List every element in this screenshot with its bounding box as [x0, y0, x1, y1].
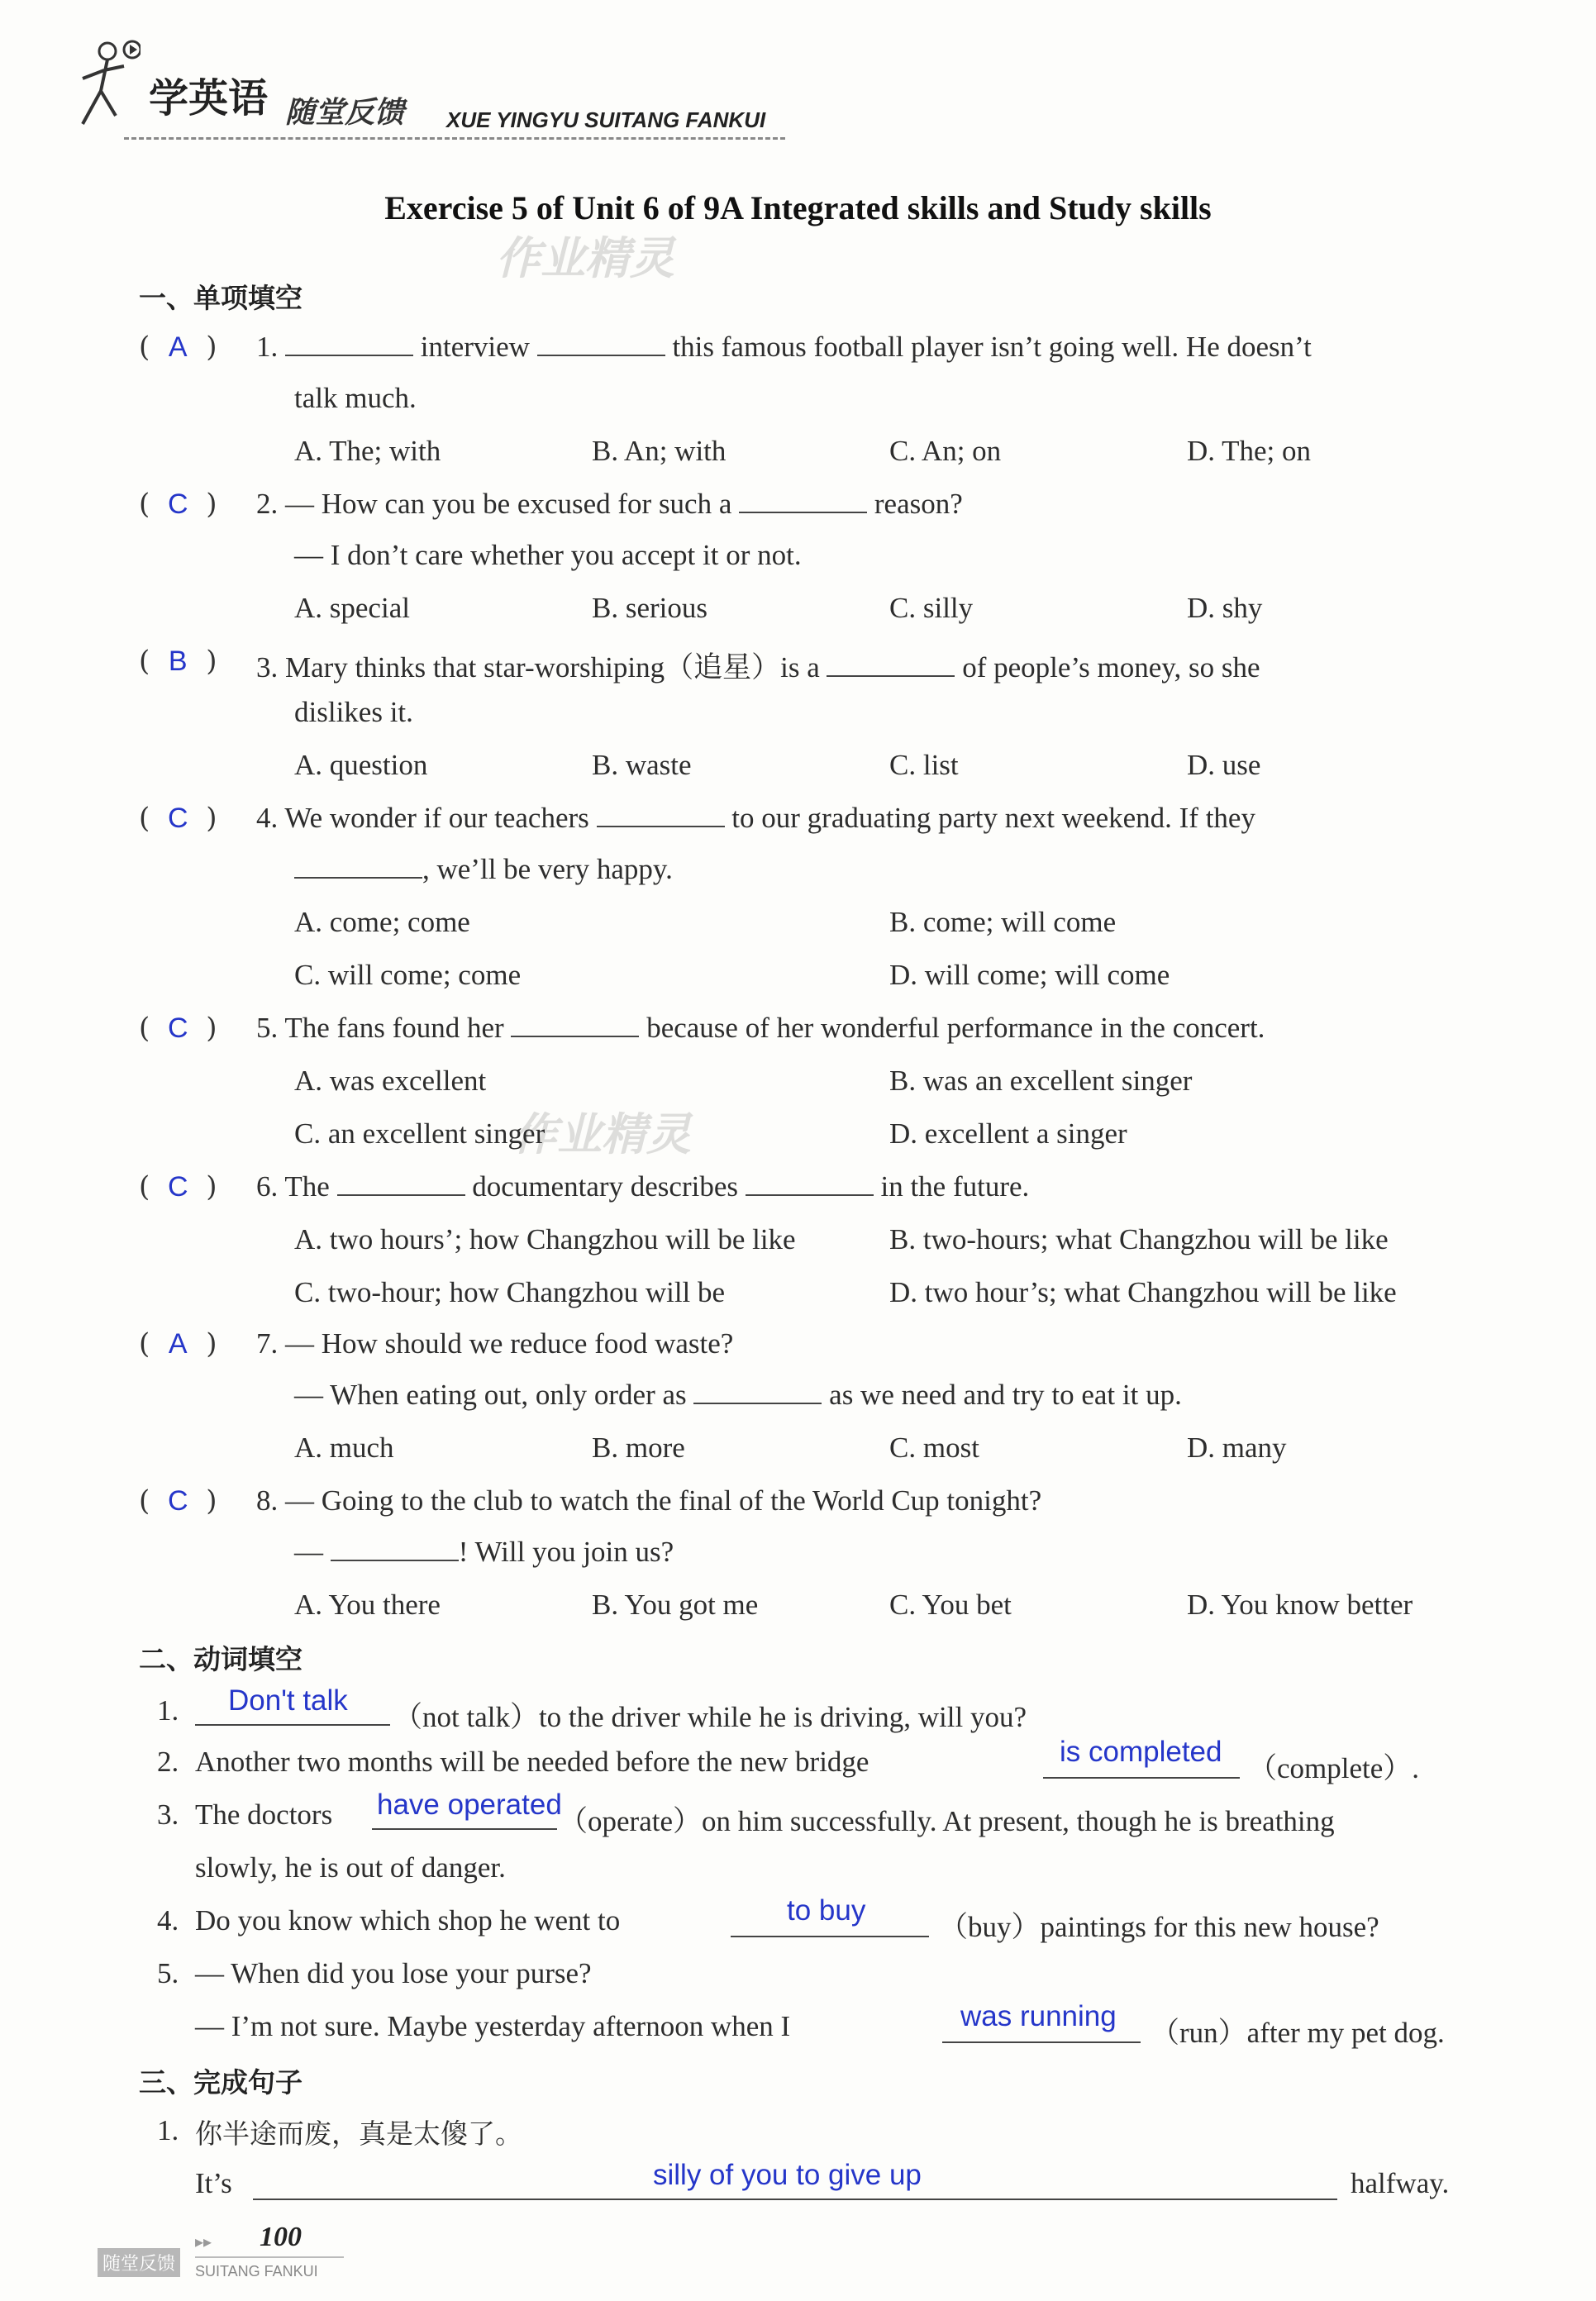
- item-text-cont: slowly, he is out of danger.: [195, 1851, 506, 1884]
- question-3: 3. Mary thinks that star-worshiping（追星）is a of people’s money, so she: [256, 651, 1260, 684]
- question-7-cont: — When eating out, only order as as we need and try to eat it up.: [294, 1379, 1182, 1411]
- answer-line: [195, 1724, 390, 1726]
- option-a: A. question: [294, 749, 428, 781]
- option-c: C. an excellent singer: [294, 1117, 545, 1150]
- option-c: C. An; on: [889, 435, 1002, 467]
- option-b: B. two-hours; what Changzhou will be like: [889, 1223, 1389, 1255]
- option-d: D. shy: [1187, 592, 1263, 624]
- brand-pinyin: XUE YINGYU SUITANG FANKUI: [446, 107, 766, 132]
- question-4: 4. We wonder if our teachers to our graduating party next weekend. If they: [256, 802, 1255, 834]
- handwritten-answer: was running: [960, 2000, 1117, 2032]
- answer-paren: ( C ): [139, 488, 217, 521]
- question-7: 7. — How should we reduce food waste?: [256, 1327, 734, 1360]
- answer-line: [253, 2199, 1337, 2200]
- page-number: 100: [260, 2222, 302, 2252]
- option-b: B. You got me: [592, 1589, 759, 1621]
- option-b: B. was an excellent singer: [889, 1065, 1193, 1097]
- question-2: 2. — How can you be excused for such a reason?: [256, 488, 963, 520]
- answer-line: [731, 1936, 929, 1937]
- option-d: D. many: [1187, 1432, 1287, 1464]
- option-d: D. use: [1187, 749, 1261, 781]
- answer-paren: ( A ): [139, 331, 217, 364]
- option-d: D. excellent a singer: [889, 1117, 1127, 1150]
- choice-answer: A: [168, 331, 188, 363]
- brand-title: 学英语: [149, 75, 269, 121]
- item-text: （run）after my pet dog.: [1151, 2017, 1445, 2049]
- item-text: — When did you lose your purse?: [195, 1957, 592, 1989]
- option-a: A. two hours’; how Changzhou will be like: [294, 1223, 796, 1255]
- option-a: A. The; with: [294, 435, 441, 467]
- option-d: D. two hour’s; what Changzhou will be like: [889, 1276, 1397, 1308]
- question-5: 5. The fans found her because of her wonderful performance in the concert.: [256, 1012, 1265, 1044]
- footer-label-pinyin: SUITANG FANKUI: [195, 2263, 318, 2280]
- watermark: 作业精灵: [512, 1108, 691, 1160]
- item-number: 1.: [157, 2114, 179, 2146]
- question-8-cont: — ! Will you join us?: [294, 1536, 674, 1568]
- section-heading-multiple-choice: 一、单项填空: [139, 282, 303, 314]
- choice-answer: C: [167, 1171, 188, 1203]
- page-title: Exercise 5 of Unit 6 of 9A Integrated skills and Study skills: [384, 189, 1212, 226]
- choice-answer: A: [168, 1328, 188, 1360]
- question-1-cont: talk much.: [294, 382, 417, 414]
- handwritten-answer: is completed: [1060, 1736, 1222, 1768]
- page-arrow-icon: ▸▸: [195, 2232, 212, 2251]
- answer-paren: ( C ): [139, 802, 217, 835]
- item-number: 4.: [157, 1904, 179, 1937]
- brand-subtitle: 随堂反馈: [285, 96, 405, 130]
- choice-answer: C: [167, 488, 188, 520]
- option-c: C. silly: [889, 592, 974, 624]
- option-a: A. much: [294, 1432, 394, 1464]
- answer-paren: ( C ): [139, 1170, 217, 1203]
- option-b: B. waste: [592, 749, 692, 781]
- question-8: 8. — Going to the club to watch the final of the World Cup tonight?: [256, 1484, 1042, 1517]
- choice-answer: C: [167, 1485, 188, 1517]
- item-text: （buy）paintings for this new house?: [939, 1911, 1379, 1943]
- item-number: 3.: [157, 1798, 179, 1831]
- handwritten-answer: Don't talk: [228, 1684, 348, 1717]
- answer-paren: ( A ): [139, 1327, 217, 1360]
- option-c: C. list: [889, 749, 959, 781]
- footer-label: 随堂反馈: [98, 2248, 180, 2277]
- footer-divider: [195, 2256, 344, 2258]
- section-heading-complete-sentences: 三、完成句子: [139, 2066, 303, 2099]
- item-text: Another two months will be needed before the new bridge: [195, 1746, 869, 1778]
- option-d: D. The; on: [1187, 435, 1312, 467]
- question-6: 6. The documentary describes in the future.: [256, 1170, 1030, 1203]
- item-text: （complete）.: [1248, 1752, 1420, 1784]
- option-b: B. come; will come: [889, 906, 1117, 938]
- question-4-cont: , we’ll be very happy.: [294, 853, 673, 886]
- item-text: The doctors: [195, 1798, 333, 1831]
- section-heading-verb-fill: 二、动词填空: [139, 1643, 303, 1675]
- answer-line: [942, 2041, 1141, 2043]
- option-a: A. special: [294, 592, 410, 624]
- option-d: D. You know better: [1187, 1589, 1413, 1621]
- answer-paren: ( C ): [139, 1484, 217, 1517]
- option-b: B. serious: [592, 592, 707, 624]
- option-c: C. will come; come: [294, 959, 522, 991]
- handwritten-answer: silly of you to give up: [653, 2159, 922, 2191]
- item-number: 2.: [157, 1746, 179, 1778]
- question-1: 1. interview this famous football player isn’t going well. He doesn’t: [256, 331, 1312, 363]
- choice-answer: C: [167, 803, 188, 834]
- option-b: B. An; with: [592, 435, 727, 467]
- question-2-cont: — I don’t care whether you accept it or not.: [294, 539, 802, 571]
- option-c: C. most: [889, 1432, 979, 1464]
- choice-answer: C: [167, 1012, 188, 1044]
- header-divider: [124, 137, 785, 140]
- chinese-prompt: 你半途而废，真是太傻了。: [195, 2118, 522, 2150]
- watermark: 作业精灵: [496, 232, 674, 284]
- answer-line: [1043, 1777, 1240, 1779]
- option-b: B. more: [592, 1432, 685, 1464]
- item-text: It’s: [195, 2167, 232, 2199]
- item-number: 1.: [157, 1694, 179, 1727]
- item-text: （operate）on him successfully. At present, though he is breathing: [559, 1805, 1335, 1837]
- choice-answer: B: [168, 646, 188, 677]
- option-d: D. will come; will come: [889, 959, 1170, 991]
- option-a: A. was excellent: [294, 1065, 487, 1097]
- handwritten-answer: have operated: [377, 1789, 562, 1821]
- question-3-cont: dislikes it.: [294, 696, 413, 728]
- option-c: C. two-hour; how Changzhou will be: [294, 1276, 726, 1308]
- runner-logo-icon: [66, 33, 141, 149]
- option-a: A. You there: [294, 1589, 441, 1621]
- option-a: A. come; come: [294, 906, 470, 938]
- item-text: Do you know which shop he went to: [195, 1904, 621, 1937]
- option-c: C. You bet: [889, 1589, 1012, 1621]
- answer-paren: ( B ): [139, 645, 217, 678]
- item-text: — I’m not sure. Maybe yesterday afternoon when I: [195, 2010, 791, 2042]
- answer-paren: ( C ): [139, 1012, 217, 1045]
- item-text: halfway.: [1351, 2167, 1450, 2199]
- item-text: （not talk）to the driver while he is driving, will you?: [393, 1701, 1027, 1733]
- handwritten-answer: to buy: [787, 1894, 866, 1927]
- answer-line: [372, 1828, 557, 1830]
- item-number: 5.: [157, 1957, 179, 1989]
